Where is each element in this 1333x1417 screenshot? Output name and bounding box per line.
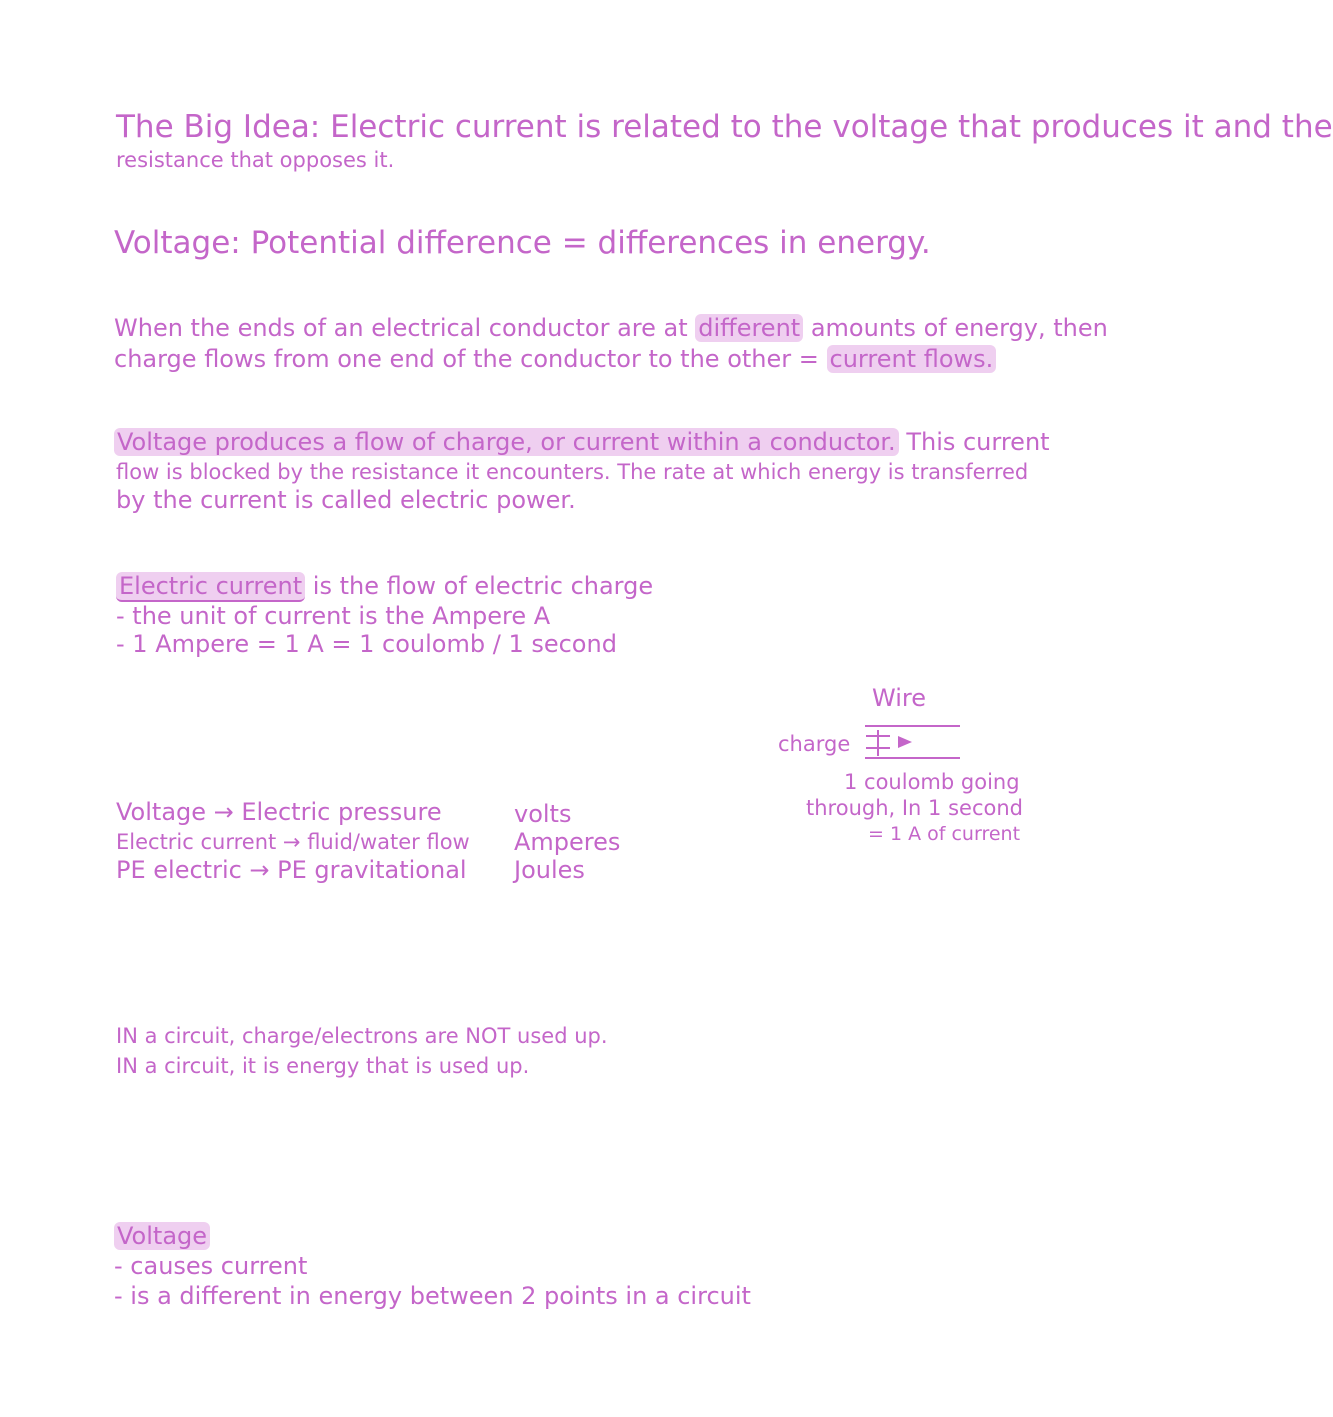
conductor-line-1 [114, 316, 1108, 340]
ampere-definition-text: - 1 Ampere = 1 A = 1 coulomb / 1 second [116, 630, 617, 658]
analogy-row-1 [116, 800, 442, 824]
conductor-text-1a: When the ends of an electrical conductor are at [114, 314, 696, 342]
voltage-definition-text: Voltage: Potential difference = differences in energy. [114, 225, 931, 261]
power-line-3 [116, 488, 576, 512]
current-bullet-2 [116, 632, 617, 656]
analogy-unit-text-1: volts [514, 800, 572, 828]
power-text-3: by the current is called electric power. [116, 486, 576, 514]
power-line-2 [116, 462, 1028, 483]
circuit-note-1 [116, 1026, 608, 1047]
analogy-unit-text-2: Amperes [514, 828, 621, 856]
voltage-definition [114, 225, 931, 261]
wire-label-text: Wire [872, 684, 926, 712]
current-bullet-1 [116, 604, 550, 628]
highlight-voltage-produces: Voltage produces a flow of charge, or current within a conductor. [114, 428, 899, 456]
term-electric-current: Electric current [116, 572, 305, 602]
power-text-2: flow is blocked by the resistance it encounters. The rate at which energy is transferred [116, 460, 1029, 484]
wire-caption-text-3: = 1 A of current [868, 823, 1021, 845]
big-idea-line-1 [116, 109, 1333, 145]
conductor-text-1b: amounts of energy, then [803, 314, 1108, 342]
current-unit-text: - the unit of current is the Ampere A [116, 602, 551, 630]
voltage-summary-text-1: - causes current [114, 1252, 308, 1280]
power-text-1b: This current [898, 428, 1050, 456]
wire-label [872, 686, 926, 710]
highlight-voltage-heading: Voltage [114, 1222, 210, 1250]
circuit-note-text-1: IN a circuit, charge/electrons are NOT used up. [116, 1024, 608, 1048]
conductor-line-2 [114, 347, 996, 371]
big-idea-line-2 [116, 150, 394, 171]
analogy-unit-2 [514, 830, 620, 854]
highlight-current-flows: current flows. [827, 345, 997, 373]
analogy-row-2 [116, 832, 470, 853]
wire-caption-text-1: 1 coulomb going [844, 770, 1020, 794]
wire-diagram [770, 680, 1060, 860]
power-line-1 [114, 430, 1050, 454]
circuit-note-2 [116, 1056, 529, 1077]
voltage-summary-text-2: - is a different in energy between 2 points in a circuit [114, 1282, 751, 1310]
charge-label-text: charge [778, 732, 851, 756]
analogy-left-3: PE electric → PE gravitational [116, 856, 467, 884]
wire-caption-2 [806, 798, 1023, 819]
highlight-different: different [695, 314, 803, 342]
big-idea-text-2: resistance that opposes it. [116, 148, 395, 172]
analogy-left-1: Voltage → Electric pressure [116, 798, 442, 826]
voltage-summary-line-2 [114, 1284, 751, 1308]
current-heading-line [116, 574, 653, 598]
analogy-unit-1 [514, 802, 571, 826]
wire-caption-1 [844, 772, 1020, 793]
voltage-summary-line-1 [114, 1254, 307, 1278]
analogy-row-3 [116, 858, 467, 882]
wire-caption-text-2: through, In 1 second [806, 796, 1023, 820]
charge-label [778, 734, 850, 755]
analogy-unit-text-3: Joules [514, 856, 585, 884]
conductor-text-2a: charge flows from one end of the conductor to the other = [114, 345, 827, 373]
flow-arrow-icon [898, 736, 912, 748]
circuit-note-text-2: IN a circuit, it is energy that is used up. [116, 1054, 530, 1078]
current-definition: is the flow of electric charge [305, 572, 654, 600]
analogy-left-2: Electric current → fluid/water flow [116, 830, 470, 854]
voltage-summary-heading [114, 1224, 210, 1248]
big-idea-text-1: The Big Idea: Electric current is related to the voltage that produces it and the [116, 109, 1333, 145]
analogy-unit-3 [514, 858, 585, 882]
wire-caption-3 [868, 825, 1020, 844]
